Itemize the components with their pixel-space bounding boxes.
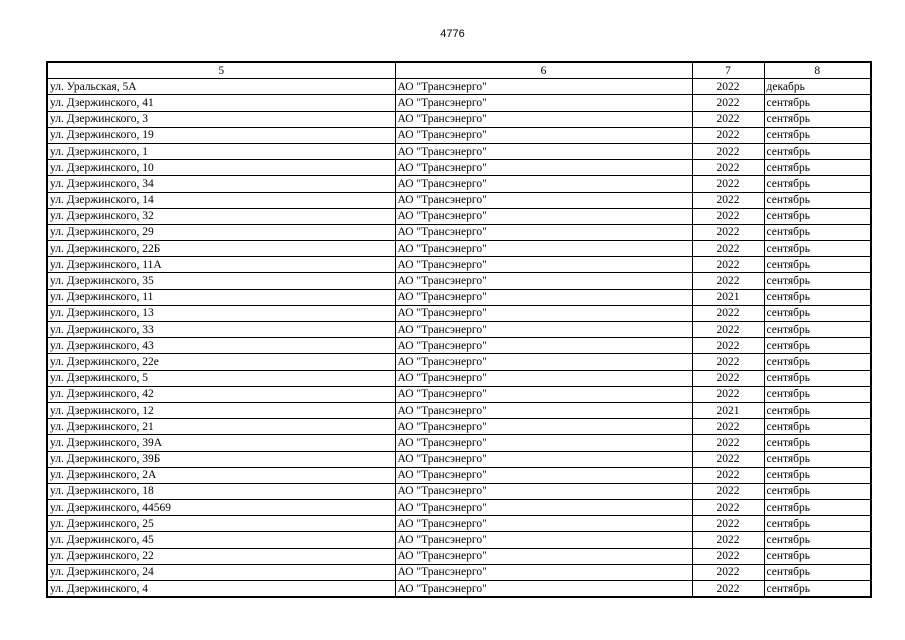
organization-cell: АО "Трансэнерго" [395,564,692,580]
table-row [47,402,871,418]
address-cell: ул. Дзержинского, 33 [47,322,395,338]
table-row [47,127,871,143]
organization-cell: АО "Трансэнерго" [395,386,692,402]
table-row [47,354,871,370]
address-cell: ул. Дзержинского, 41 [47,95,395,111]
organization-cell: АО "Трансэнерго" [395,548,692,564]
table-body [47,79,871,598]
table-row [47,95,871,111]
address-cell: ул. Дзержинского, 24 [47,564,395,580]
table-row [47,435,871,451]
table-row [47,176,871,192]
organization-cell: АО "Трансэнерго" [395,127,692,143]
table-row [47,224,871,240]
year-cell: 2022 [692,516,764,532]
address-cell: ул. Дзержинского, 13 [47,305,395,321]
table-row [47,273,871,289]
organization-cell: АО "Трансэнерго" [395,257,692,273]
year-cell: 2022 [692,79,764,95]
table-row [47,532,871,548]
header-cell-col7: 7 [692,62,764,79]
table-row [47,338,871,354]
organization-cell: АО "Трансэнерго" [395,483,692,499]
organization-cell: АО "Трансэнерго" [395,370,692,386]
data-table [46,61,872,598]
month-cell: декабрь [764,79,871,95]
month-cell: сентябрь [764,419,871,435]
month-cell: сентябрь [764,402,871,418]
year-cell: 2022 [692,548,764,564]
address-cell: ул. Дзержинского, 22 [47,548,395,564]
table-row [47,160,871,176]
organization-cell: АО "Трансэнерго" [395,224,692,240]
month-cell: сентябрь [764,224,871,240]
year-cell: 2022 [692,354,764,370]
year-cell: 2021 [692,402,764,418]
year-cell: 2022 [692,208,764,224]
address-cell: ул. Дзержинского, 11 [47,289,395,305]
address-cell: ул. Дзержинского, 25 [47,516,395,532]
year-cell: 2022 [692,273,764,289]
month-cell: сентябрь [764,338,871,354]
organization-cell: АО "Трансэнерго" [395,516,692,532]
organization-cell: АО "Трансэнерго" [395,176,692,192]
address-cell: ул. Дзержинского, 39Б [47,451,395,467]
address-cell: ул. Дзержинского, 19 [47,127,395,143]
organization-cell: АО "Трансэнерго" [395,143,692,159]
table-row [47,500,871,516]
address-cell: ул. Дзержинского, 12 [47,402,395,418]
month-cell: сентябрь [764,564,871,580]
organization-cell: АО "Трансэнерго" [395,192,692,208]
year-cell: 2022 [692,160,764,176]
table-row [47,257,871,273]
table-row [47,581,871,598]
organization-cell: АО "Трансэнерго" [395,338,692,354]
year-cell: 2022 [692,532,764,548]
address-cell: ул. Дзержинского, 5 [47,370,395,386]
table-row [47,111,871,127]
month-cell: сентябрь [764,500,871,516]
year-cell: 2022 [692,500,764,516]
address-cell: ул. Дзержинского, 11А [47,257,395,273]
month-cell: сентябрь [764,322,871,338]
header-cell-col8: 8 [764,62,871,79]
year-cell: 2022 [692,483,764,499]
organization-cell: АО "Трансэнерго" [395,354,692,370]
year-cell: 2022 [692,338,764,354]
month-cell: сентябрь [764,354,871,370]
table-row [47,208,871,224]
year-cell: 2022 [692,322,764,338]
year-cell: 2022 [692,241,764,257]
year-cell: 2022 [692,111,764,127]
month-cell: сентябрь [764,143,871,159]
address-cell: ул. Дзержинского, 1 [47,143,395,159]
header-cell-col5: 5 [47,62,395,79]
address-cell: ул. Дзержинского, 29 [47,224,395,240]
organization-cell: АО "Трансэнерго" [395,241,692,257]
address-cell: ул. Дзержинского, 39А [47,435,395,451]
month-cell: сентябрь [764,370,871,386]
month-cell: сентябрь [764,95,871,111]
month-cell: сентябрь [764,451,871,467]
address-cell: ул. Дзержинского, 4 [47,581,395,598]
organization-cell: АО "Трансэнерго" [395,111,692,127]
month-cell: сентябрь [764,273,871,289]
table-row [47,419,871,435]
year-cell: 2021 [692,289,764,305]
organization-cell: АО "Трансэнерго" [395,95,692,111]
month-cell: сентябрь [764,516,871,532]
table-row [47,564,871,580]
address-cell: ул. Дзержинского, 10 [47,160,395,176]
month-cell: сентябрь [764,241,871,257]
organization-cell: АО "Трансэнерго" [395,305,692,321]
year-cell: 2022 [692,192,764,208]
year-cell: 2022 [692,257,764,273]
address-cell: ул. Уральская, 5А [47,79,395,95]
table-row [47,451,871,467]
address-cell: ул. Дзержинского, 32 [47,208,395,224]
address-cell: ул. Дзержинского, 42 [47,386,395,402]
year-cell: 2022 [692,127,764,143]
month-cell: сентябрь [764,435,871,451]
month-cell: сентябрь [764,127,871,143]
year-cell: 2022 [692,305,764,321]
month-cell: сентябрь [764,581,871,598]
year-cell: 2022 [692,467,764,483]
table-row [47,516,871,532]
year-cell: 2022 [692,370,764,386]
month-cell: сентябрь [764,257,871,273]
month-cell: сентябрь [764,305,871,321]
page-number: 4776 [440,28,465,40]
table-row [47,322,871,338]
organization-cell: АО "Трансэнерго" [395,208,692,224]
address-cell: ул. Дзержинского, 3 [47,111,395,127]
year-cell: 2022 [692,419,764,435]
organization-cell: АО "Трансэнерго" [395,500,692,516]
organization-cell: АО "Трансэнерго" [395,322,692,338]
table-row [47,192,871,208]
year-cell: 2022 [692,451,764,467]
year-cell: 2022 [692,143,764,159]
table-row [47,79,871,95]
organization-cell: АО "Трансэнерго" [395,160,692,176]
header-cell-col6: 6 [395,62,692,79]
year-cell: 2022 [692,224,764,240]
year-cell: 2022 [692,176,764,192]
address-cell: ул. Дзержинского, 14 [47,192,395,208]
table-row [47,305,871,321]
organization-cell: АО "Трансэнерго" [395,532,692,548]
month-cell: сентябрь [764,289,871,305]
table-row [47,467,871,483]
organization-cell: АО "Трансэнерго" [395,79,692,95]
address-cell: ул. Дзержинского, 22Б [47,241,395,257]
address-cell: ул. Дзержинского, 43 [47,338,395,354]
month-cell: сентябрь [764,386,871,402]
year-cell: 2022 [692,581,764,598]
organization-cell: АО "Трансэнерго" [395,581,692,598]
month-cell: сентябрь [764,483,871,499]
table-row [47,143,871,159]
address-cell: ул. Дзержинского, 18 [47,483,395,499]
organization-cell: АО "Трансэнерго" [395,402,692,418]
table-row [47,483,871,499]
month-cell: сентябрь [764,192,871,208]
year-cell: 2022 [692,564,764,580]
table-row [47,548,871,564]
address-cell: ул. Дзержинского, 45 [47,532,395,548]
address-cell: ул. Дзержинского, 2А [47,467,395,483]
table-row [47,241,871,257]
address-cell: ул. Дзержинского, 44569 [47,500,395,516]
month-cell: сентябрь [764,467,871,483]
organization-cell: АО "Трансэнерго" [395,451,692,467]
organization-cell: АО "Трансэнерго" [395,289,692,305]
organization-cell: АО "Трансэнерго" [395,419,692,435]
month-cell: сентябрь [764,208,871,224]
year-cell: 2022 [692,435,764,451]
month-cell: сентябрь [764,532,871,548]
address-cell: ул. Дзержинского, 22е [47,354,395,370]
organization-cell: АО "Трансэнерго" [395,435,692,451]
header-row [47,62,871,79]
address-cell: ул. Дзержинского, 35 [47,273,395,289]
table-row [47,370,871,386]
year-cell: 2022 [692,95,764,111]
organization-cell: АО "Трансэнерго" [395,467,692,483]
year-cell: 2022 [692,386,764,402]
month-cell: сентябрь [764,160,871,176]
address-cell: ул. Дзержинского, 34 [47,176,395,192]
organization-cell: АО "Трансэнерго" [395,273,692,289]
table-header [47,62,871,79]
table-row [47,289,871,305]
table-row [47,386,871,402]
month-cell: сентябрь [764,111,871,127]
address-cell: ул. Дзержинского, 21 [47,419,395,435]
month-cell: сентябрь [764,548,871,564]
month-cell: сентябрь [764,176,871,192]
